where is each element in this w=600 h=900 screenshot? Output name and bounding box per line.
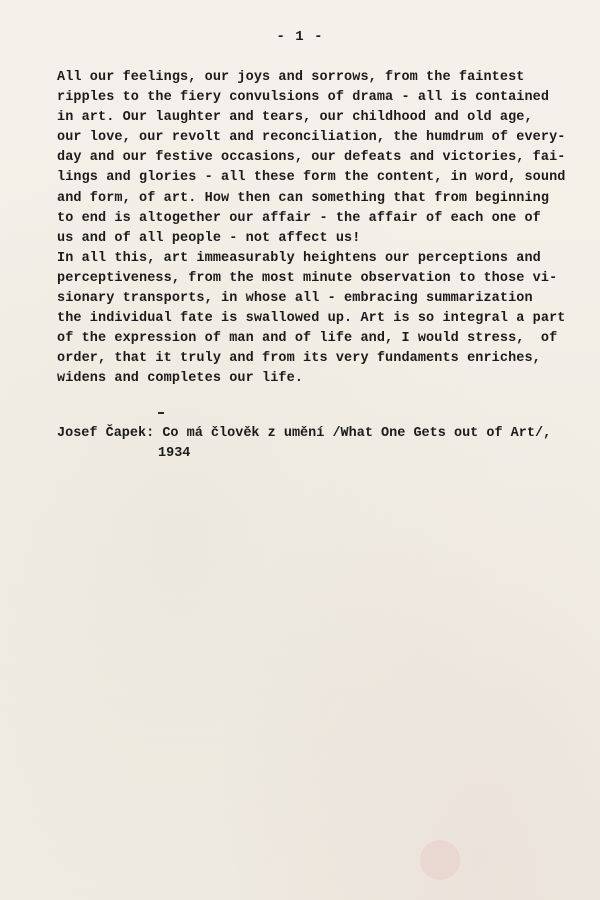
text-line: perceptiveness, from the most minute observation to those vi- (57, 270, 558, 286)
text-line: day and our festive occasions, our defeats and victories, fai- (57, 150, 566, 166)
main-paragraph (57, 68, 577, 390)
text-line: lings and glories - all these form the content, in word, sound (57, 170, 566, 186)
text-line: order, that it truly and from its very fundaments enriches, (57, 351, 541, 367)
text-line: the individual fate is swallowed up. Art is so integral a part (57, 311, 566, 327)
text-line: All our feelings, our joys and sorrows, from the faintest (57, 70, 525, 85)
page-number: - 1 - (276, 29, 324, 45)
paper-stain (420, 840, 460, 880)
text-line: to end is altogether our affair - the affair of each one of (57, 210, 541, 226)
typewriter-mark (158, 412, 164, 414)
text-line: In all this, art immeasurably heightens our perceptions and (57, 250, 541, 266)
text-line: of the expression of man and of life and, I would stress, of (57, 331, 558, 347)
text-line: our love, our revolt and reconciliation, the humdrum of every- (57, 130, 566, 146)
text-line: in art. Our laughter and tears, our childhood and old age, (57, 110, 533, 126)
text-line: ripples to the fiery convulsions of drama - all is contained (57, 90, 550, 106)
attribution-year: 1934 (158, 446, 191, 461)
text-line: and form, of art. How then can something that from beginning (57, 190, 550, 206)
text-line: us and of all people - not affect us! (57, 230, 361, 246)
text-line: widens and completes our life. (57, 371, 304, 387)
attribution (57, 424, 577, 464)
text-line: sionary transports, in whose all - embracing summarization (57, 291, 533, 307)
attribution-source: Josef Čapek: Co má člověk z umění /What One Gets out of Art/, (57, 426, 552, 441)
